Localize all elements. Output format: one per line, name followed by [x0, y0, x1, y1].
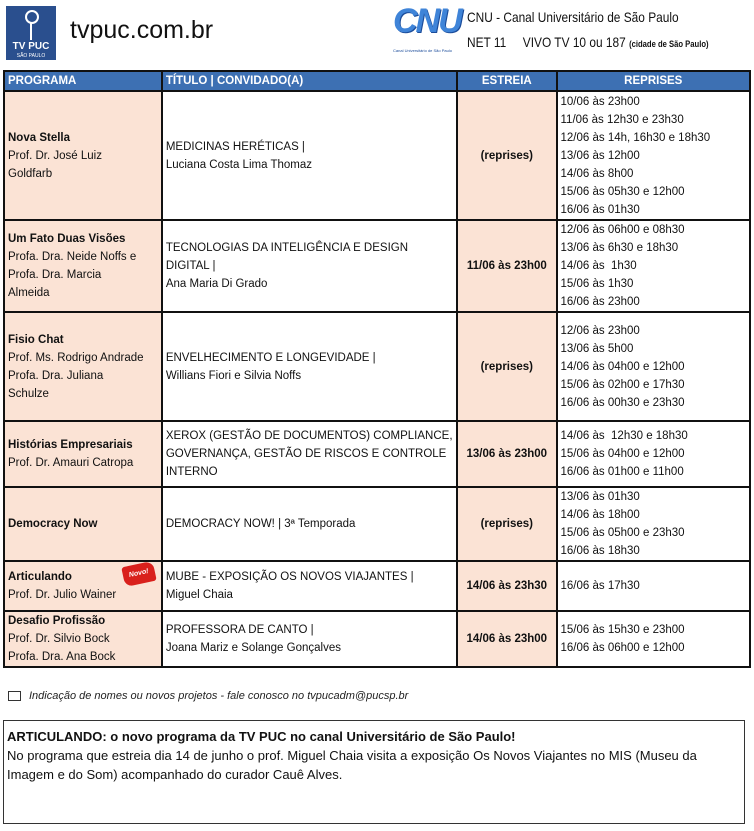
host: Prof. Ms. Rodrigo Andrade: [8, 351, 144, 364]
title-line: MEDICINAS HERÉTICAS |: [165, 140, 305, 153]
rerun-time: 14/06 às 12h30 e 18h30: [560, 430, 688, 442]
rerun-time: 12/06 às 06h00 e 08h30: [560, 224, 685, 236]
program-cell: [4, 91, 162, 220]
rerun-time: 13/06 às 01h30: [560, 491, 640, 503]
table-row: [4, 611, 750, 667]
title-line: Luciana Costa Lima Thomaz: [165, 158, 312, 171]
host: Almeida: [8, 287, 50, 299]
cnu-title: CNU - Canal Universitário de São Paulo: [467, 9, 679, 25]
host: Profa. Dra. Neide Noffs e: [8, 251, 137, 263]
title-line: Miguel Chaia: [165, 589, 233, 601]
rerun-time: 14/06 às 04h00 e 12h00: [560, 360, 685, 373]
logo-subtext: SÃO PAULO: [16, 53, 46, 59]
table-row: [4, 561, 750, 611]
rerun-time: 11/06 às 12h30 e 23h30: [560, 113, 684, 126]
new-badge: Novo!: [121, 561, 156, 587]
col-estreia: ESTREIA: [457, 71, 556, 91]
antenna-icon: [25, 10, 39, 24]
rerun-time: 16/06 às 06h00 e 12h00: [560, 642, 685, 654]
city-text: (cidade de São Paulo): [629, 39, 709, 49]
rerun-time: 12/06 às 23h00: [560, 324, 640, 337]
cnu-logo-subtext: Canal Universitário de São Paulo: [393, 48, 452, 53]
rerun-time: 15/06 às 04h00 e 12h00: [560, 448, 685, 460]
premiere-cell: (reprises): [457, 312, 556, 421]
title-cell: [162, 312, 457, 421]
col-reprises: REPRISES: [557, 71, 750, 91]
schedule-table: [3, 70, 751, 668]
title-cell: [162, 611, 457, 667]
table-row: [4, 421, 750, 487]
title-line: TECNOLOGIAS DA INTELIGÊNCIA E DESIGN DIGITAL |: [165, 242, 409, 272]
title-cell: [162, 561, 457, 611]
premiere-cell: 14/06 às 23h30: [457, 561, 556, 611]
rerun-time: 16/06 às 18h30: [560, 545, 640, 557]
title-line: GOVERNANÇA, GESTÃO DE RISCOS E CONTROLE: [165, 448, 447, 460]
program-cell: [4, 312, 162, 421]
rerun-time: 16/06 às 01h30: [560, 203, 640, 216]
host: Schulze: [8, 387, 49, 400]
rerun-time: 15/06 às 1h30: [560, 278, 634, 290]
host: Prof. Dr. Silvio Bock: [8, 633, 110, 645]
rerun-time: 13/06 às 12h00: [560, 149, 640, 162]
rerun-time: 16/06 às 00h30 e 23h30: [560, 396, 685, 409]
program-cell: [4, 220, 162, 312]
premiere-cell: 11/06 às 23h00: [457, 220, 556, 312]
title-cell: [162, 91, 457, 220]
rerun-time: 12/06 às 14h, 16h30 e 18h30: [560, 131, 711, 144]
title-cell: [162, 220, 457, 312]
announcement-heading: ARTICULANDO: o novo programa da TV PUC no canal Universitário de São Paulo!: [7, 729, 516, 744]
rerun-time: 13/06 às 5h00: [560, 342, 634, 355]
program-cell: [4, 421, 162, 487]
title-line: PROFESSORA DE CANTO |: [165, 624, 314, 636]
table-row: [4, 220, 750, 312]
title-line: Joana Mariz e Solange Gonçalves: [165, 642, 341, 654]
table-row: [4, 91, 750, 220]
col-programa: PROGRAMA: [4, 71, 162, 91]
program-name: Um Fato Duas Visões: [8, 233, 126, 245]
announcement-body: No programa que estreia dia 14 de junho o prof. Miguel Chaia visita a exposição Os Novos Viajantes no MIS (Museu da Imagem e do Som) acompanhado do curador Cauê Alves.: [7, 748, 697, 782]
reruns-cell: [557, 561, 750, 611]
program-name: Nova Stella: [8, 131, 70, 144]
antenna-pole: [30, 22, 32, 40]
program-name: Articulando: [8, 571, 72, 583]
title-line: Willians Fiori e Silvia Noffs: [165, 369, 302, 382]
tv-puc-logo: [6, 6, 56, 60]
title-line: XEROX (GESTÃO DE DOCUMENTOS) COMPLIANCE,: [165, 430, 453, 442]
premiere-cell: 13/06 às 23h00: [457, 421, 556, 487]
title-line: INTERNO: [165, 466, 218, 478]
title-line: MUBE - EXPOSIÇÃO OS NOVOS VIAJANTES |: [165, 571, 414, 583]
reruns-cell: [557, 91, 750, 220]
host: Goldfarb: [8, 167, 53, 180]
cnu-channels: [467, 34, 709, 50]
reruns-cell: [557, 220, 750, 312]
premiere-cell: (reprises): [457, 487, 556, 561]
envelope-icon: [8, 691, 21, 701]
reruns-cell: [557, 312, 750, 421]
program-cell: [4, 611, 162, 667]
program-cell: [4, 487, 162, 561]
rerun-time: 14/06 às 1h30: [560, 260, 637, 272]
rerun-time: 14/06 às 18h00: [560, 509, 640, 521]
table-row: [4, 487, 750, 561]
premiere-cell: 14/06 às 23h00: [457, 611, 556, 667]
host: Profa. Dra. Juliana: [8, 369, 104, 382]
note-text: Indicação de nomes ou novos projetos - fale conosco no tvpucadm@pucsp.br: [29, 690, 409, 702]
announcement-box: [3, 720, 745, 824]
rerun-time: 16/06 às 17h30: [560, 580, 640, 592]
title-cell: [162, 421, 457, 487]
rerun-time: 14/06 às 8h00: [560, 167, 634, 180]
host: Prof. Dr. Amauri Catropa: [8, 457, 134, 469]
rerun-time: 10/06 às 23h00: [560, 95, 640, 108]
program-name: Democracy Now: [8, 518, 98, 530]
contact-note: [8, 690, 408, 702]
rerun-time: 15/06 às 02h00 e 17h30: [560, 378, 685, 391]
title-line: Ana Maria Di Grado: [165, 278, 268, 290]
rerun-time: 15/06 às 05h30 e 12h00: [560, 185, 685, 198]
reruns-cell: [557, 487, 750, 561]
host: Prof. Dr. Julio Wainer: [8, 589, 117, 601]
rerun-time: 15/06 às 15h30 e 23h00: [560, 624, 685, 636]
rerun-time: 16/06 às 23h00: [560, 296, 640, 308]
program-cell: [4, 561, 162, 611]
reruns-cell: [557, 611, 750, 667]
col-titulo: TÍTULO | CONVIDADO(A): [162, 71, 457, 91]
rerun-time: 15/06 às 05h00 e 23h30: [560, 527, 685, 539]
program-name: Histórias Empresariais: [8, 439, 133, 451]
host: Prof. Dr. José Luiz: [8, 149, 102, 162]
cnu-logo-text: CNU: [393, 2, 461, 40]
rerun-time: 16/06 às 01h00 e 11h00: [560, 466, 684, 478]
logo-text: TV PUC: [12, 41, 50, 52]
host: Profa. Dra. Marcia: [8, 269, 102, 281]
table-header: [4, 71, 750, 91]
table-row: [4, 312, 750, 421]
reruns-cell: [557, 421, 750, 487]
program-name: Desafio Profissão: [8, 615, 106, 627]
title-line: DEMOCRACY NOW! | 3ª Temporada: [165, 518, 356, 530]
title-line: ENVELHECIMENTO E LONGEVIDADE |: [165, 351, 376, 364]
cnu-logo: [393, 2, 461, 56]
host: Profa. Dra. Ana Bock: [8, 651, 116, 663]
program-name: Fisio Chat: [8, 333, 64, 346]
premiere-cell: (reprises): [457, 91, 556, 220]
site-url: tvpuc.com.br: [70, 16, 214, 44]
channels-text: NET 11 VIVO TV 10 ou 187: [467, 34, 626, 50]
title-cell: [162, 487, 457, 561]
rerun-time: 13/06 às 6h30 e 18h30: [560, 242, 679, 254]
